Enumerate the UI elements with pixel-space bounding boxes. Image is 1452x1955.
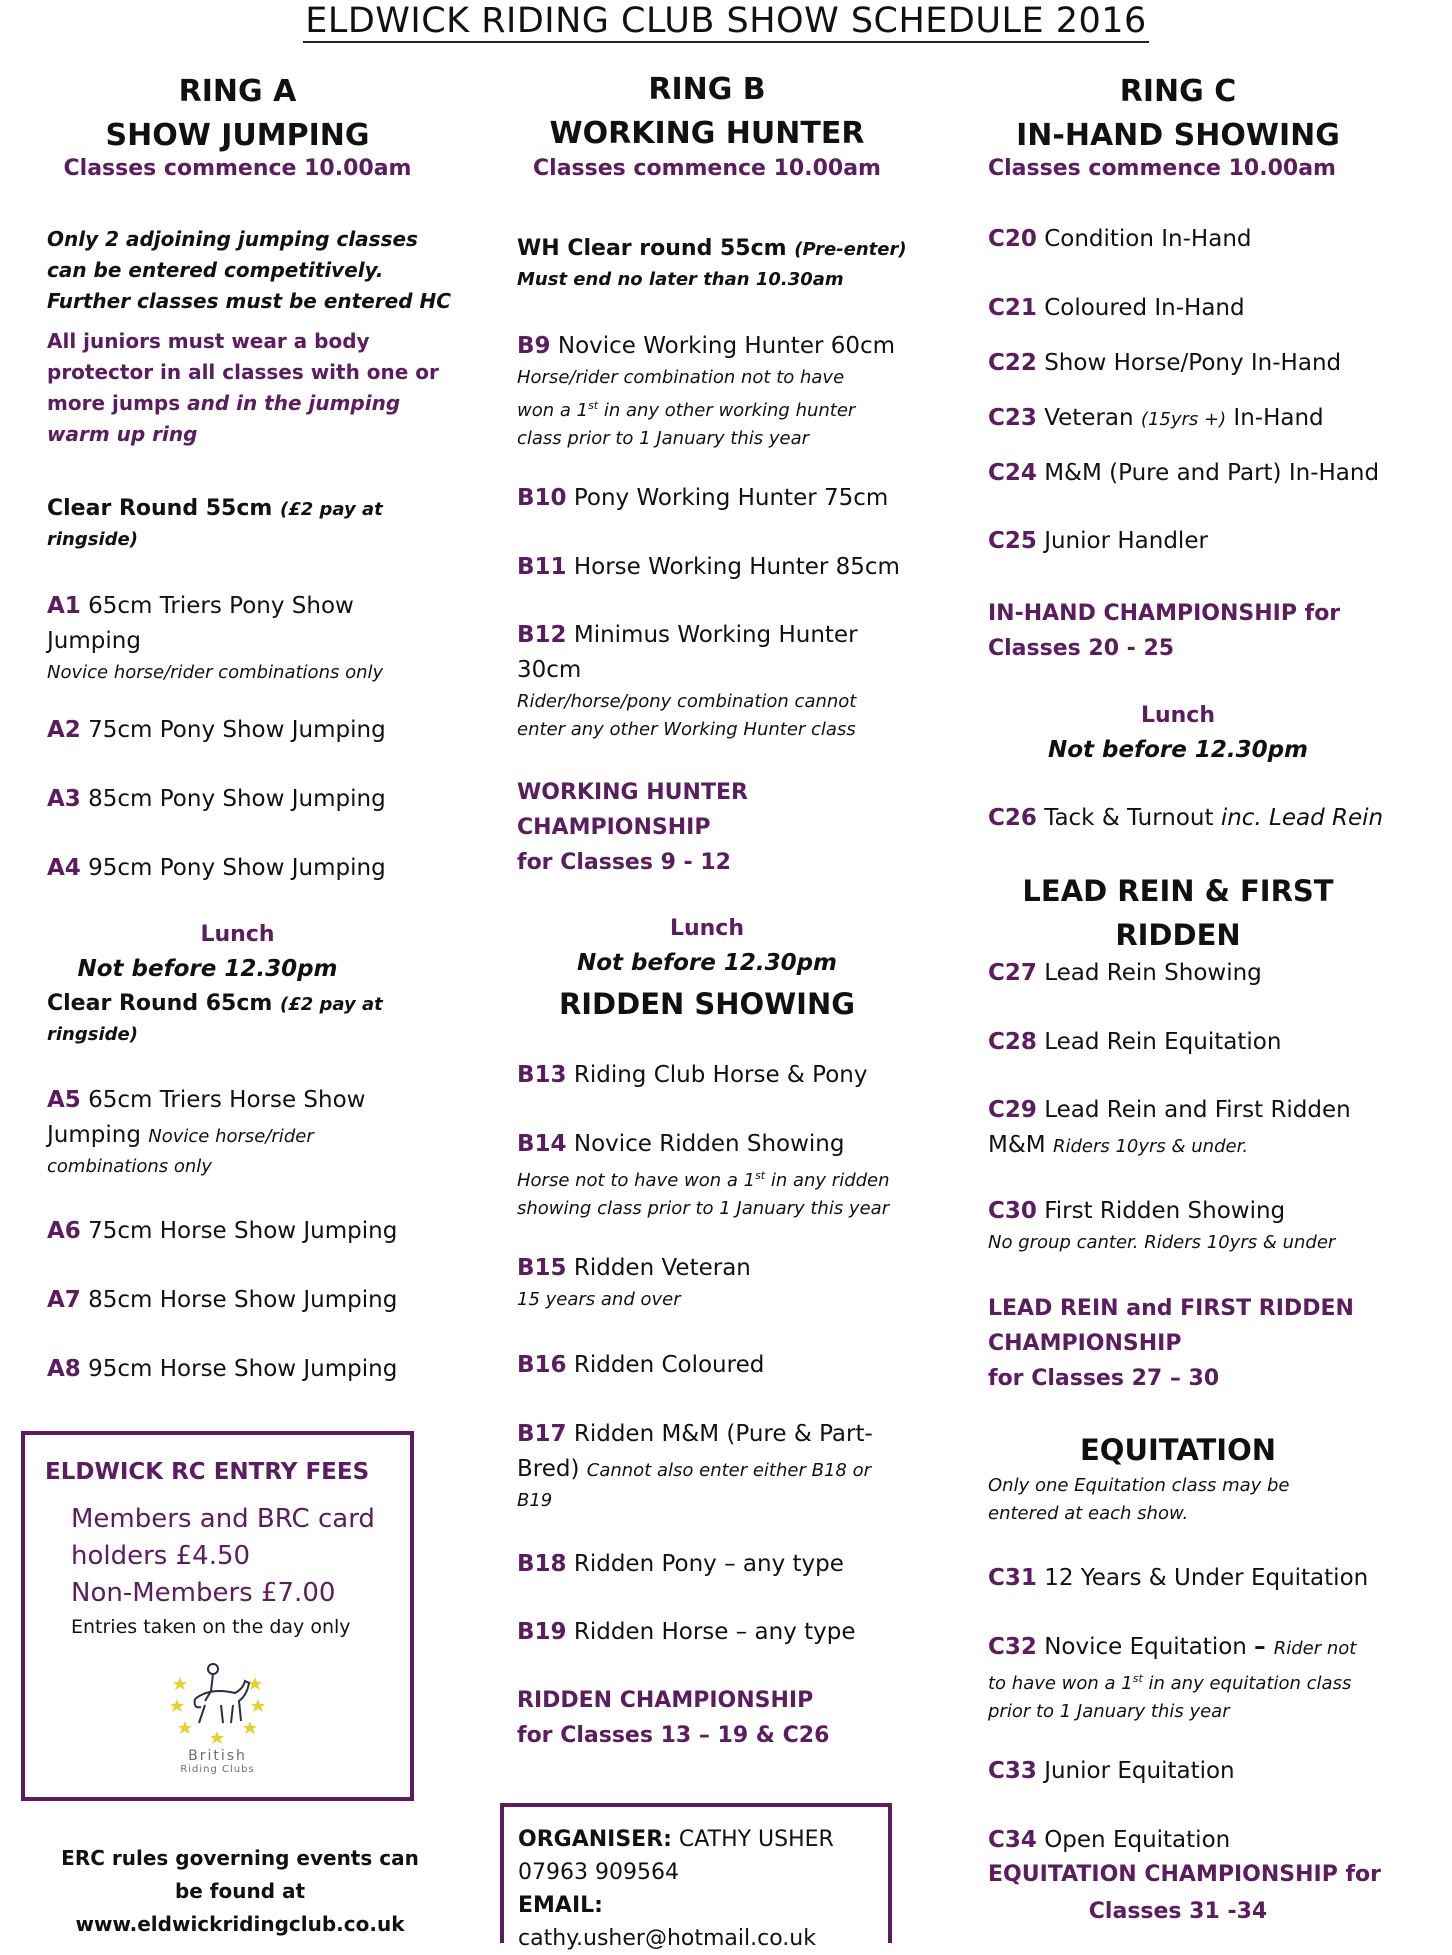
class-c29 [988,1093,1351,1163]
class-name: Open Equitation [1036,1827,1231,1853]
class-name: Lead Rein Equitation [1036,1029,1282,1055]
entry-fees-box [21,1431,414,1801]
rules-note-line: Further classes must be entered HC [47,289,451,313]
rules-note-line: Only 2 adjoining jumping classes [47,227,418,251]
juniors-note-line: warm up ring [47,422,198,446]
class-c25 [988,524,1208,559]
fees-line: holders £4.50 [71,1541,251,1571]
class-dash: – [1254,1634,1274,1660]
equitation-championship-line1: EQUITATION CHAMPIONSHIP for [988,1862,1382,1887]
class-note: Horse not to have won a 1 [517,1170,756,1191]
ring-c-lunch [988,699,1368,767]
class-c28 [988,1025,1281,1060]
class-code: C21 [988,295,1037,321]
page-title: ELDWICK RIDING CLUB SHOW SCHEDULE 2016 [305,1,1147,41]
clear-round-65 [47,988,383,1049]
organiser-phone: 07963 909564 [518,1860,679,1885]
class-note: Rider/horse/pony combination cannot [517,691,857,712]
class-b12 [517,618,858,744]
class-name: Pony Working Hunter 75cm [566,485,889,511]
fees-line: Members and BRC card [71,1504,375,1534]
class-name: 30cm [517,657,582,683]
organiser-email-label: EMAIL: [518,1893,603,1918]
equitation-note-line: Only one Equitation class may be [988,1475,1290,1496]
class-name: Coloured In-Hand [1036,295,1245,321]
brc-logo-icon [165,1659,270,1744]
class-code: C33 [988,1758,1037,1784]
class-name: Novice Working Hunter 60cm [550,333,896,359]
class-c23 [988,401,1324,437]
class-code: B15 [517,1255,567,1281]
organiser-box [500,1803,892,1951]
class-a8 [47,1352,397,1387]
class-code: A8 [47,1356,81,1382]
class-name: 95cm Pony Show Jumping [80,855,386,881]
class-note: in any ridden [765,1170,890,1191]
rules-footer-url[interactable]: www.eldwickridingclub.co.uk [75,1912,405,1936]
class-name: 95cm Horse Show Jumping [80,1356,398,1382]
ring-a-header [40,70,435,181]
class-note: in any equitation class [1142,1673,1352,1694]
champ-line: Classes 20 - 25 [988,636,1175,661]
class-name: 65cm Triers Horse Show [80,1087,366,1113]
class-code: B10 [517,485,567,511]
fees-title: ELDWICK RC ENTRY FEES [45,1459,370,1485]
class-name: Horse Working Hunter 85cm [566,554,900,580]
equitation-note [988,1472,1290,1528]
champ-line: IN-HAND CHAMPIONSHIP for [988,601,1341,626]
class-note-sup: st [1132,1672,1143,1685]
class-code: C23 [988,405,1037,431]
champ-line: for Classes 9 - 12 [517,850,731,875]
lead-rein-heading [988,869,1368,957]
ring-a-commence: Classes commence 10.00am [63,156,412,181]
class-name: 85cm Horse Show Jumping [80,1287,398,1313]
ring-a-label: RING A [178,74,297,109]
class-note: Cannot also enter either B18 or [586,1460,871,1481]
class-note: prior to 1 January this year [988,1701,1230,1722]
class-note: Must end no later than 10.30am [517,269,844,290]
class-note: Riders 10yrs & under. [1052,1136,1249,1157]
class-c21 [988,291,1245,326]
juniors-note-line: protector in all classes with one or [47,360,439,384]
class-name: First Ridden Showing [1036,1198,1286,1224]
brc-logo [165,1659,270,1775]
class-b14 [517,1127,890,1223]
class-code: C22 [988,350,1037,376]
class-a2 [47,713,386,748]
ring-a-juniors-note [47,326,439,450]
class-name: Ridden Coloured [566,1352,765,1378]
fees-note: Entries taken on the day only [71,1616,351,1638]
lunch-label: Lunch [669,916,745,941]
class-note: 15 years and over [517,1289,681,1310]
class-b15 [517,1251,751,1314]
clear-round-note: (£2 pay at [280,994,383,1015]
class-name: 75cm Pony Show Jumping [80,717,386,743]
class-b16 [517,1348,764,1383]
class-name: 75cm Horse Show Jumping [80,1218,398,1244]
class-note: showing class prior to 1 January this year [517,1198,890,1219]
class-name: Lead Rein and First Ridden [1036,1097,1351,1123]
ring-a-lunch [40,918,435,986]
class-code: A2 [47,717,81,743]
equitation-note-line: entered at each show. [988,1503,1189,1524]
class-name: WH Clear round 55cm [517,236,795,261]
class-name: 85cm Pony Show Jumping [80,786,386,812]
class-code: A6 [47,1218,81,1244]
class-c34 [988,1823,1230,1858]
class-a7 [47,1283,397,1318]
class-b19 [517,1615,856,1650]
brc-logo-text: British [188,1748,247,1764]
class-name: M&M [988,1132,1053,1158]
class-code: C20 [988,226,1037,252]
class-name: Riding Club Horse & Pony [566,1062,868,1088]
class-b10 [517,481,888,516]
class-a5 [47,1083,366,1181]
juniors-note-line: All juniors must wear a body [47,329,370,353]
class-a1 [47,589,383,687]
class-code: B19 [517,1619,567,1645]
wh-clear-round [517,233,907,294]
class-a6 [47,1214,397,1249]
class-code: B9 [517,333,551,359]
rules-footer-line: be found at [174,1879,306,1903]
class-name: Lead Rein Showing [1036,960,1262,986]
inhand-championship [988,596,1340,666]
ring-b-lunch [513,912,901,980]
equitation-heading: EQUITATION [1079,1433,1277,1467]
champ-line: CHAMPIONSHIP [517,815,711,840]
class-code: C29 [988,1097,1037,1123]
class-note: B19 [517,1490,553,1511]
class-name: Minimus Working Hunter [566,622,858,648]
champ-line: LEAD REIN and FIRST RIDDEN [988,1296,1354,1321]
class-name: In-Hand [1226,405,1324,431]
class-a3 [47,782,386,817]
class-name: Junior Handler [1036,528,1208,554]
brc-logo-subtext: Riding Clubs [180,1764,255,1775]
class-name: Condition In-Hand [1036,226,1252,252]
champ-line: RIDDEN CHAMPIONSHIP [517,1688,814,1713]
organiser-details [518,1823,888,1955]
class-b17 [517,1417,873,1515]
class-code: C31 [988,1565,1037,1591]
class-name: Tack & Turnout [1036,805,1221,831]
class-name: 65cm Triers Pony Show [80,593,354,619]
class-a4 [47,851,386,886]
class-note: combinations only [47,1156,212,1177]
class-name: Junior Equitation [1036,1758,1235,1784]
ring-b-label: RING B [648,72,766,107]
class-name: Ridden Veteran [566,1255,751,1281]
class-note: (Pre-enter) [794,239,907,260]
class-code: C34 [988,1827,1037,1853]
class-code: C30 [988,1198,1037,1224]
lunch-label: Lunch [1140,703,1216,728]
lunch-time: Not before 12.30pm [576,950,838,976]
juniors-note-line: and in the jumping [187,391,401,415]
class-code: B12 [517,622,567,648]
class-name: Jumping [47,1122,149,1148]
ring-c-commence: Classes commence 10.00am [988,156,1336,181]
class-name: M&M (Pure and Part) In-Hand [1036,460,1380,486]
lunch-label: Lunch [200,922,275,947]
lunch-time: Not before 12.30pm [77,956,338,982]
class-code: A3 [47,786,81,812]
class-code: A1 [47,593,81,619]
organiser-name: CATHY USHER [671,1827,834,1852]
class-note: in any other working hunter [598,400,856,421]
ridden-showing-heading: RIDDEN SHOWING [558,987,856,1021]
class-code: B17 [517,1421,567,1447]
class-code: C26 [988,805,1037,831]
equitation-championship-line2: Classes 31 -34 [1088,1899,1268,1924]
clear-round-label: Clear Round 55cm [47,496,280,521]
class-code: A4 [47,855,81,881]
class-code: B11 [517,554,567,580]
class-code: C27 [988,960,1037,986]
class-note: (15yrs +) [1140,409,1227,430]
class-code: C25 [988,528,1037,554]
class-c24 [988,456,1379,491]
lead-rein-championship [988,1291,1354,1396]
ring-a-rules-note [47,224,451,317]
class-name: Bred) [517,1456,587,1482]
class-code: C32 [988,1634,1037,1660]
class-name: Ridden M&M (Pure & Part- [566,1421,873,1447]
class-code: A7 [47,1287,81,1313]
class-c20 [988,222,1252,257]
working-hunter-championship [517,775,748,880]
ring-b-commence: Classes commence 10.00am [533,156,881,181]
champ-line: CHAMPIONSHIP [988,1331,1182,1356]
class-name: 12 Years & Under Equitation [1036,1565,1369,1591]
ring-b-header [513,68,901,181]
class-name: Novice Equitation [1036,1634,1255,1660]
ring-c-name: IN-HAND SHOWING [1016,118,1340,153]
class-name: Jumping [47,628,141,654]
class-note: inc. Lead Rein [1220,805,1384,831]
clear-round-label: Clear Round 65cm [47,991,280,1016]
lunch-time: Not before 12.30pm [1047,737,1309,763]
class-code: C24 [988,460,1037,486]
class-c22 [988,346,1341,381]
page-title-wrap [0,2,1452,43]
class-c33 [988,1754,1235,1789]
organiser-email[interactable]: cathy.usher@hotmail.co.uk [518,1926,816,1951]
class-note: Novice horse/rider [148,1126,314,1147]
champ-line: WORKING HUNTER [517,780,748,805]
organiser-label: ORGANISER: [518,1827,672,1852]
ring-a-name: SHOW JUMPING [105,118,370,153]
class-note: class prior to 1 January this year [517,428,810,449]
class-note: to have won a 1 [988,1673,1133,1694]
class-code: B18 [517,1551,567,1577]
class-b9 [517,329,895,453]
class-c26 [988,801,1383,836]
class-name: Ridden Pony – any type [566,1551,844,1577]
class-c31 [988,1561,1368,1596]
clear-round-note: (£2 pay at [280,499,383,520]
class-note: No group canter. Riders 10yrs & under [988,1232,1336,1253]
class-code: B13 [517,1062,567,1088]
class-b11 [517,550,900,585]
class-code: A5 [47,1087,81,1113]
class-note-sup: st [588,399,599,412]
clear-round-55 [47,493,383,554]
class-note: enter any other Working Hunter class [517,719,856,740]
rules-footer-line: ERC rules governing events can [61,1846,419,1870]
class-code: B14 [517,1131,567,1157]
ring-b-name: WORKING HUNTER [549,116,865,151]
class-note: won a 1 [517,400,589,421]
class-name: Ridden Horse – any type [566,1619,856,1645]
class-name: Novice Ridden Showing [566,1131,845,1157]
clear-round-note: ringside) [47,529,138,550]
class-note: Novice horse/rider combinations only [47,662,384,683]
class-note: Horse/rider combination not to have [517,367,845,388]
class-note: Rider not [1273,1638,1357,1659]
class-code: B16 [517,1352,567,1378]
class-code: C28 [988,1029,1037,1055]
class-name: Show Horse/Pony In-Hand [1036,350,1342,376]
fees-lines [71,1501,375,1642]
class-name: Veteran [1036,405,1141,431]
champ-line: for Classes 13 – 19 & C26 [517,1723,830,1748]
fees-line: Non-Members £7.00 [71,1578,336,1608]
rules-footer [40,1842,440,1941]
ridden-championship [517,1683,829,1753]
class-c32 [988,1630,1356,1726]
class-c27 [988,956,1262,991]
rules-note-line: can be entered competitively. [47,258,384,282]
class-note-sup: st [755,1169,766,1182]
lead-rein-heading-line: RIDDEN [1115,918,1241,952]
class-c30 [988,1194,1335,1257]
class-b13 [517,1058,867,1093]
ring-c-label: RING C [1119,74,1237,109]
champ-line: for Classes 27 – 30 [988,1366,1220,1391]
ring-c-header [988,70,1368,158]
class-b18 [517,1547,844,1582]
clear-round-note: ringside) [47,1024,138,1045]
lead-rein-heading-line: LEAD REIN & FIRST [1022,874,1334,908]
juniors-note-line: more jumps [47,391,188,415]
